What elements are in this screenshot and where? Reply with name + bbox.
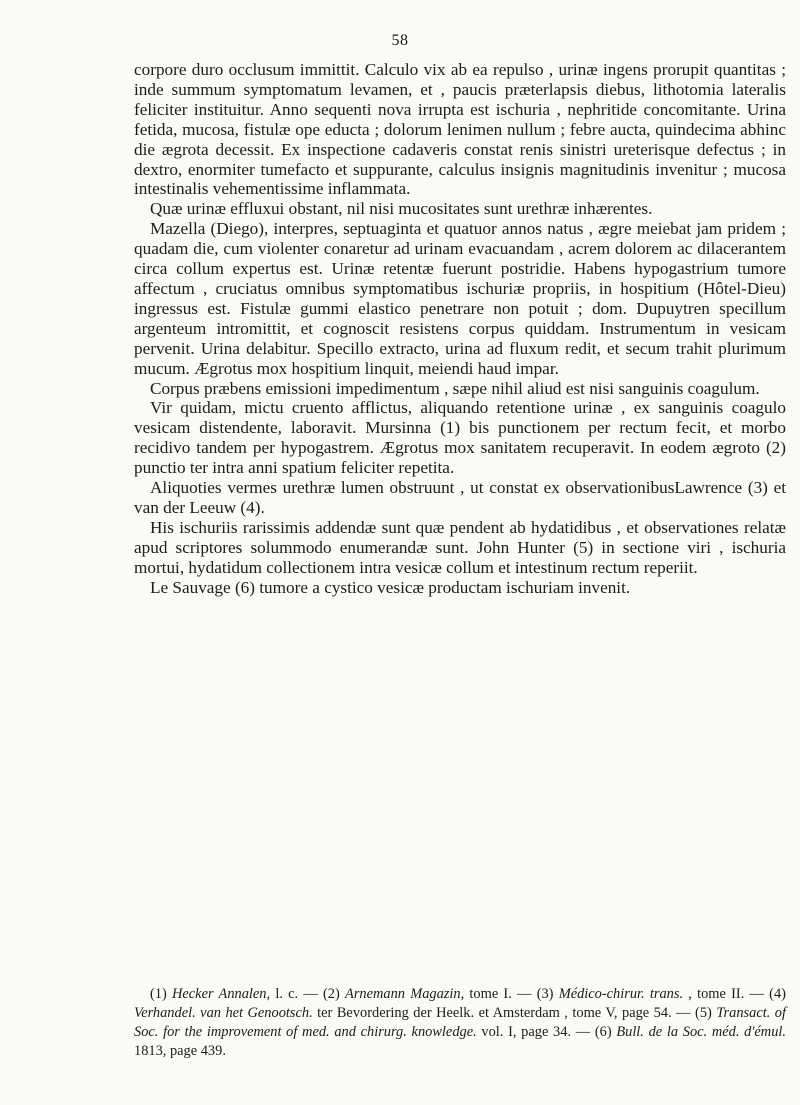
footnote-detail: 1813, page 439. bbox=[134, 1043, 226, 1059]
footnote-title: Médico-chirur. trans. bbox=[558, 986, 684, 1002]
page-number: 58 bbox=[391, 32, 409, 49]
footnote-block bbox=[134, 985, 786, 1061]
body-text bbox=[134, 60, 786, 597]
footnote-detail: , l. c. — bbox=[266, 986, 324, 1002]
paragraph: corpore duro occlusum immittit. Calculo vix ab ea repulso , urinæ ingens prorupit quantitas ; inde summum symptomatum levamen, et , paucis præterlapsis diebus, lithotomia lateralis feliciter instituitur. Anno sequenti nova irrupta est ischuria , nephritide concomitante. Urina fetida, mucosa, fistulæ ope educta ; dolorum lenimen nullum ; febre aucta, quindecima abhinc die ægrota decessit. Ex inspectione cadaveris constat renis sinistri ureterisque defectus ; in dextro, enormiter tumefacto et suppurante, calculus insignis magnitudinis invenitur ; mucosa intestinalis vehementissime inflammata. bbox=[134, 60, 786, 199]
paragraph: Mazella (Diego), interpres, septuaginta et quatuor annos natus , ægre meiebat jam pridem ; quadam die, cum violenter conaretur ad urinam evacuandam , acrem dolorem ac dilacerantem circa collum expertus est. Urinæ retentæ fuerunt postridie. Habens hypogastrium tumore affectum , cruciatus omnibus symptomatibus ischuriæ propriis, in hospitium (Hôtel-Dieu) ingressus est. Fistulæ gummi elastico penetrare non potuit ; dom. Dupuytren specillum argenteum intromittit, et cognoscit resistens corpus quiddam. Instrumentum in vesicam pervenit. Urina delabitur. Specillo extracto, urina ad fluxum redit, et secum trahit plurimum mucum. Ægrotus mox hospitium linquit, meiendi haud impar. bbox=[134, 219, 786, 378]
footnote-title: Arnemann Magazin bbox=[345, 986, 461, 1002]
paragraph: Corpus præbens emissioni impedimentum , sæpe nihil aliud est nisi sanguinis coagulum. bbox=[150, 378, 760, 398]
footnote-detail: , tome II. — bbox=[683, 986, 770, 1002]
footnote-detail: , tome I. — bbox=[460, 986, 537, 1002]
footnote-detail: vol. I, page 34. — bbox=[476, 1024, 595, 1040]
footnote-title: Hecker Annalen bbox=[172, 986, 267, 1002]
footnote-marker: (3) bbox=[536, 986, 559, 1002]
footnote-marker: (5) bbox=[695, 1005, 717, 1021]
footnote-title: Transact. of Soc. for the improvement of med. and chirurg. knowledge. bbox=[134, 1005, 786, 1040]
paragraph: Le Sauvage (6) tumore a cystico vesicæ productam ischuriam invenit. bbox=[150, 577, 631, 597]
footnote-marker: (6) bbox=[594, 1024, 617, 1040]
paragraph: Quæ urinæ effluxui obstant, nil nisi mucositates sunt urethræ inhærentes. bbox=[150, 199, 653, 219]
footnotes bbox=[134, 985, 786, 1061]
footnote-detail: ter Bevordering der Heelk. et Amsterdam , tome V, page 54. — bbox=[312, 1005, 696, 1021]
footnote-marker: (4) bbox=[769, 986, 786, 1002]
paragraph: Aliquoties vermes urethræ lumen obstruunt , ut constat ex observationibusLawrence (3) et van der Leeuw (4). bbox=[134, 478, 786, 517]
paragraph: Vir quidam, mictu cruento afflictus, aliquando retentione urinæ , ex sanguinis coagulo vesicam distendente, laboravit. Mursinna (1) bis punctionem per rectum fecit, et morbo recidivo tandem per hypogastrem. Ægrotus mox sanitatem recuperavit. In eodem ægroto (2) punctio ter intra anni spatium feliciter repetita. bbox=[134, 398, 786, 478]
footnote-marker: (1) bbox=[150, 986, 173, 1002]
footnote-title: Verhandel. van het Genootsch. bbox=[134, 1005, 313, 1021]
footnote-marker: (2) bbox=[323, 986, 346, 1002]
paragraph: His ischuriis rarissimis addendæ sunt quæ pendent ab hydatidibus , et observationes relatæ apud scriptores solummodo enumerandæ sunt. John Hunter (5) in sectione viri , ischuria mortui, hydatidum collectionem intra vesicæ collum et intestinum rectum reperiit. bbox=[134, 517, 786, 577]
footnote-title: Bull. de la Soc. méd. d'émul. bbox=[616, 1024, 786, 1040]
